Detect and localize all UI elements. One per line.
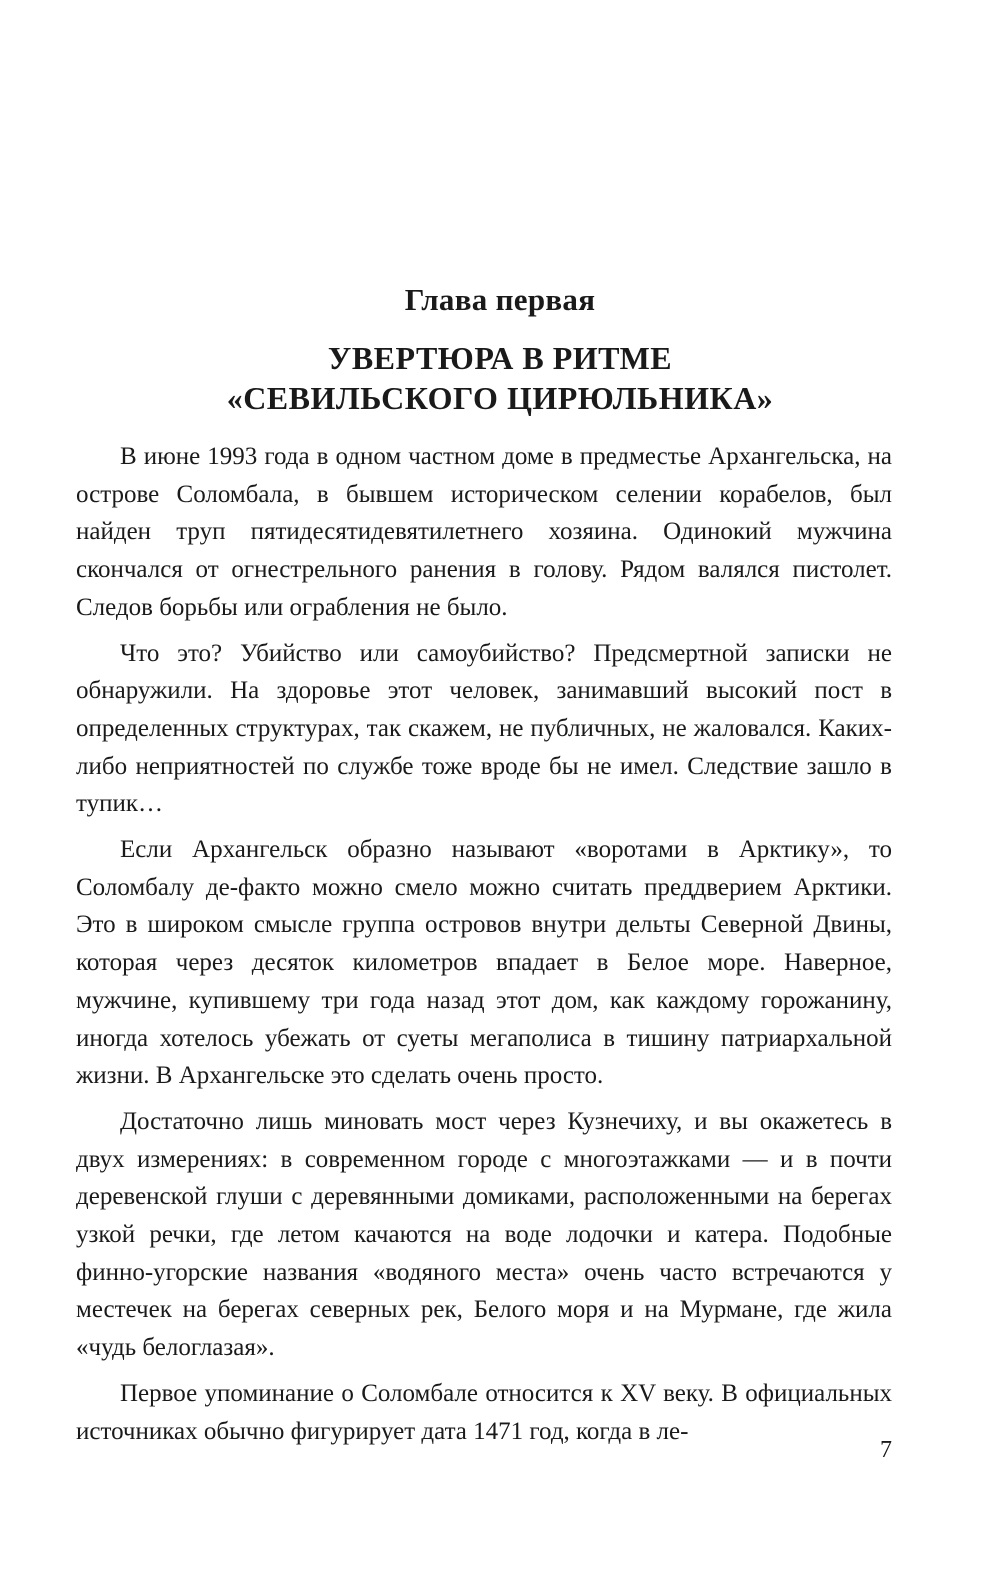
page-number: 7	[880, 1437, 892, 1463]
chapter-label: Глава первая	[404, 282, 596, 317]
chapter-title	[0, 338, 1000, 418]
paragraph: В июне 1993 года в одном частном доме в предместье Архангельска, на острове Соломбала, в бывшем историческом селении корабелов, был найден труп пятидесятидевятилетнего хозяина. Одинокий мужчина скончался от огнестрельного ранения в голову. Рядом валялся пистолет. Следов борьбы или ограбления не было.	[76, 443, 892, 621]
chapter-title-line-1: УВЕРТЮРА В РИТМЕ	[327, 340, 673, 376]
chapter-title-line-2: «СЕВИЛЬСКОГО ЦИРЮЛЬНИКА»	[226, 380, 774, 416]
paragraph: Что это? Убийство или самоубийство? Предсмертной записки не обнаружили. На здоровье этот человек, занимавший высокий пост в определенных структурах, так скажем, не публичных, не жаловался. Каких-либо неприятностей по службе тоже вроде бы не имел. Следствие зашло в тупик…	[76, 639, 892, 818]
paragraph: Первое упоминание о Соломбале относится к XV веку. В официальных источниках обычно фигурирует дата 1471 год, когда в ле-	[76, 1379, 892, 1445]
paragraph: Достаточно лишь миновать мост через Кузнечиху, и вы окажетесь в двух измерениях: в современном городе с многоэтажками — и в почти деревенской глуши с деревянными домиками, расположенными на берегах узкой речки, где летом качаются на воде лодочки и катера. Подобные финно-угорские названия «водяного места» очень часто встречаются у местечек на берегах северных рек, Белого моря и на Мурмане, где жила «чудь белоглазая».	[76, 1107, 892, 1362]
body-text	[76, 438, 892, 1458]
paragraph: Если Архангельск образно называют «воротами в Арктику», то Соломбалу де-факто можно смело можно считать преддверием Арктики. Это в широком смысле группа островов внутри дельты Северной Двины, которая через десяток километров впадает в Белое море. Наверное, мужчине, купившему три года назад этот дом, как каждому горожанину, иногда хотелось убежать от суеты мегаполиса в тишину патриархальной жизни. В Архангельске это сделать очень просто.	[76, 836, 892, 1090]
